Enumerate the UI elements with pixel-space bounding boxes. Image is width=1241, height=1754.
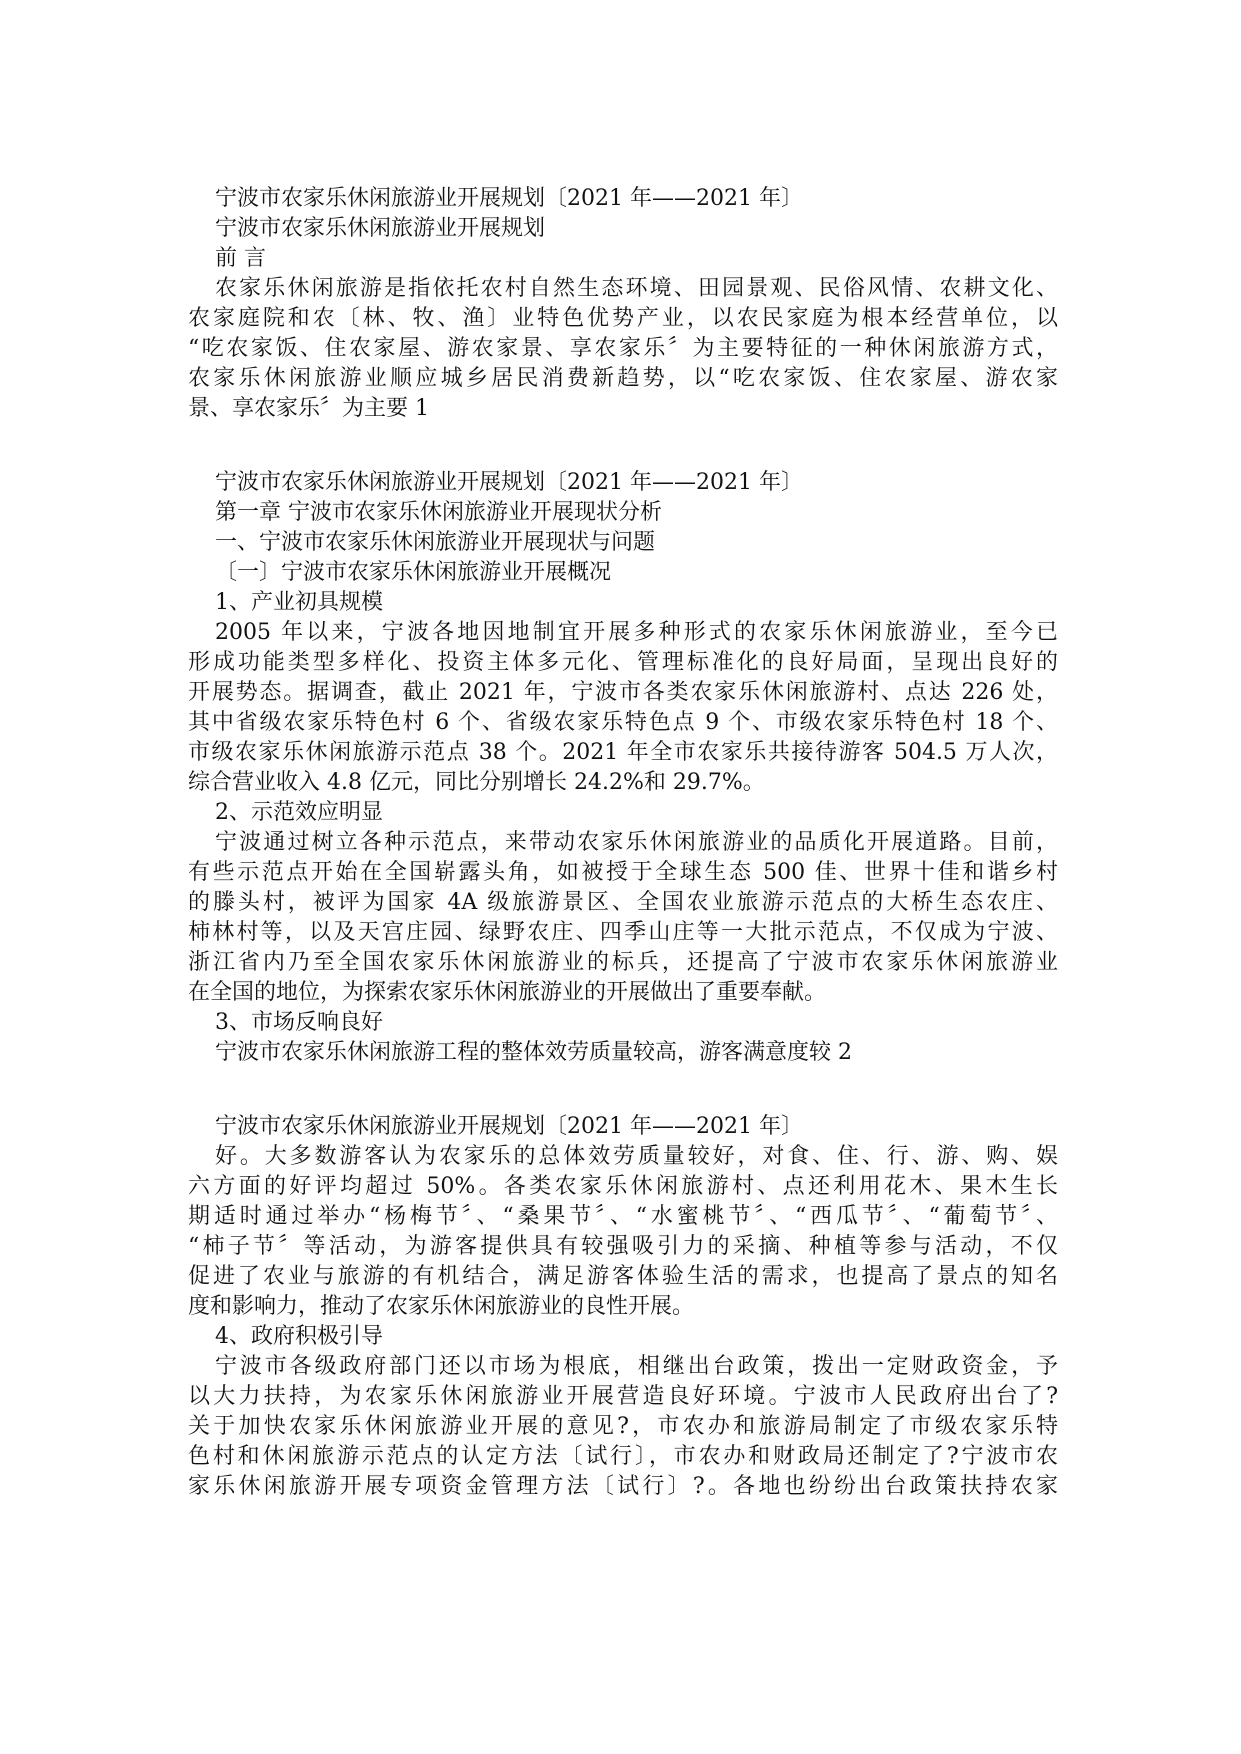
text-line: 柿林村等，以及天宫庄园、绿野农庄、四季山庄等一大批示范点，不仅成为宁波、	[188, 920, 1058, 945]
text-line: “吃农家饭、住农家屋、游农家景、享农家乐〞为主要特征的一种休闲旅游方式，	[188, 336, 1058, 361]
text-line: 3、市场反响良好	[215, 1010, 383, 1035]
text-line: 4、政府积极引导	[215, 1324, 383, 1349]
text-line: 好。大多数游客认为农家乐的总体效劳质量较好，对食、住、行、游、购、娱	[215, 1144, 1058, 1169]
text-line: 六方面的好评均超过 50%。各类农家乐休闲旅游村、点还利用花木、果木生长	[188, 1174, 1058, 1199]
text-line: 色村和休闲旅游示范点的认定方法〔试行〕，市农办和财政局还制定了?宁波市农	[188, 1444, 1058, 1469]
text-line: 宁波市各级政府部门还以市场为根底，相继出台政策，拨出一定财政资金，予	[215, 1354, 1058, 1379]
text-line: “柿子节〞等活动，为游客提供具有较强吸引力的采摘、种植等参与活动，不仅	[188, 1234, 1058, 1259]
document-page	[188, 184, 1058, 1502]
text-line: 浙江省内乃至全国农家乐休闲旅游业的标兵，还提高了宁波市农家乐休闲旅游业	[188, 950, 1058, 975]
text-line: 农家庭院和农〔林、牧、渔〕业特色优势产业，以农民家庭为根本经营单位，以	[188, 306, 1058, 331]
text-line: 度和影响力，推动了农家乐休闲旅游业的良性开展。	[188, 1294, 695, 1319]
text-line: 促进了农业与旅游的有机结合，满足游客体验生活的需求，也提高了景点的知名	[188, 1264, 1058, 1289]
document-body	[188, 184, 1058, 1502]
text-line: 2005 年以来，宁波各地因地制宜开展多种形式的农家乐休闲旅游业，至今已	[215, 620, 1058, 645]
text-line: 其中省级农家乐特色村 6 个、省级农家乐特色点 9 个、市级农家乐特色村 18 个、	[188, 710, 1058, 735]
page-section	[188, 1112, 1058, 1502]
text-line: 宁波市农家乐休闲旅游业开展规划〔2021 年——2021 年〕	[215, 470, 803, 495]
text-line: 家乐休闲旅游开展专项资金管理方法〔试行〕?。各地也纷纷出台政策扶持农家	[188, 1474, 1058, 1499]
text-line: 第一章 宁波市农家乐休闲旅游业开展现状分析	[215, 500, 662, 525]
text-line: 的滕头村，被评为国家 4A 级旅游景区、全国农业旅游示范点的大桥生态农庄、	[188, 890, 1058, 915]
text-line: 期适时通过举办“杨梅节〞、“桑果节〞、“水蜜桃节〞、“西瓜节〞、“葡萄节〞、	[188, 1204, 1058, 1229]
text-line: 2、示范效应明显	[215, 800, 383, 825]
text-line: 形成功能类型多样化、投资主体多元化、管理标准化的良好局面，呈现出良好的	[188, 650, 1058, 675]
text-line: 宁波市农家乐休闲旅游业开展规划	[215, 216, 546, 241]
text-line: 〔一〕宁波市农家乐休闲旅游业开展概况	[215, 560, 612, 585]
text-line: 市级农家乐休闲旅游示范点 38 个。2021 年全市农家乐共接待游客 504.5 万人次，	[188, 740, 1058, 765]
text-line: 关于加快农家乐休闲旅游业开展的意见?，市农办和旅游局制定了市级农家乐特	[188, 1414, 1058, 1439]
text-line: 农家乐休闲旅游是指依托农村自然生态环境、田园景观、民俗风情、农耕文化、	[215, 276, 1058, 301]
text-line: 以大力扶持，为农家乐休闲旅游业开展营造良好环境。宁波市人民政府出台了?	[188, 1384, 1058, 1409]
text-line: 综合营业收入 4.8 亿元，同比分别增长 24.2%和 29.7%。	[188, 770, 765, 795]
text-line: 开展势态。据调查，截止 2021 年，宁波市各类农家乐休闲旅游村、点达 226 处，	[188, 680, 1058, 705]
text-line: 在全国的地位，为探索农家乐休闲旅游业的开展做出了重要奉献。	[188, 980, 827, 1005]
text-line: 宁波市农家乐休闲旅游业开展规划〔2021 年——2021 年〕	[215, 1114, 803, 1139]
text-line: 1、产业初具规模	[215, 590, 383, 615]
text-line: 景、享农家乐〞为主要 1	[188, 396, 429, 421]
text-line: 宁波通过树立各种示范点，来带动农家乐休闲旅游业的品质化开展道路。目前，	[215, 830, 1058, 855]
page-section	[188, 468, 1058, 1068]
text-line: 一、宁波市农家乐休闲旅游业开展现状与问题	[215, 530, 656, 555]
text-line: 宁波市农家乐休闲旅游工程的整体效劳质量较高，游客满意度较 2	[215, 1040, 852, 1065]
text-line: 宁波市农家乐休闲旅游业开展规划〔2021 年——2021 年〕	[215, 186, 803, 211]
text-line: 有些示范点开始在全国崭露头角，如被授于全球生态 500 佳、世界十佳和谐乡村	[188, 860, 1058, 885]
text-line: 前 言	[215, 246, 266, 271]
page-section	[188, 184, 1058, 424]
text-line: 农家乐休闲旅游业顺应城乡居民消费新趋势，以“吃农家饭、住农家屋、游农家	[188, 366, 1058, 391]
